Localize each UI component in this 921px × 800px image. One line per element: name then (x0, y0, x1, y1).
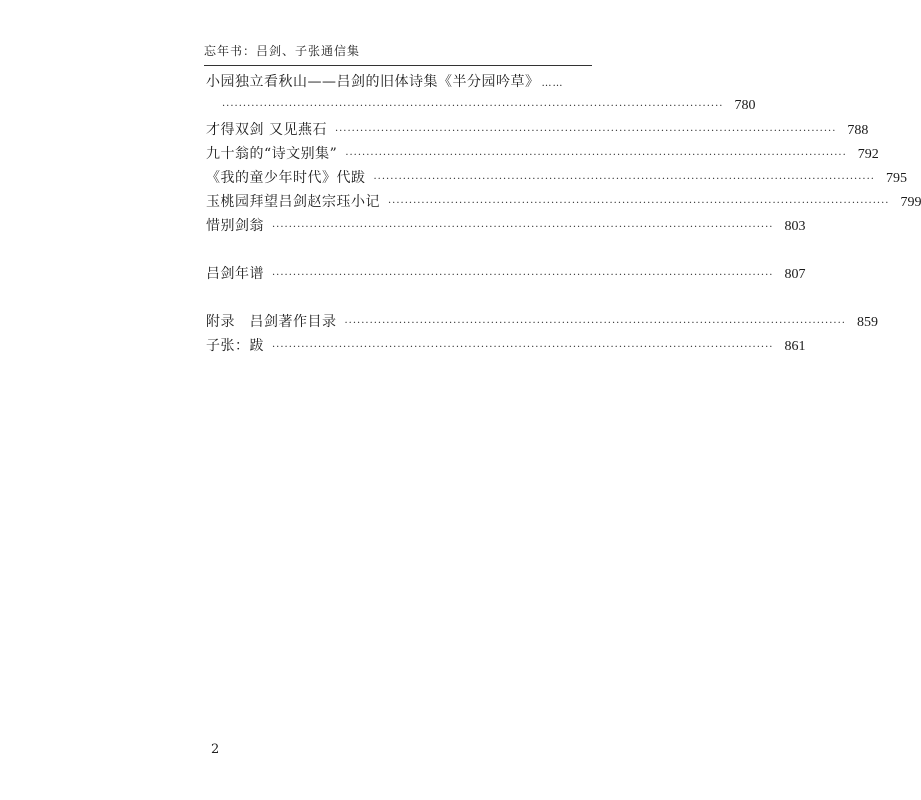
dot-leader: ························································································································ (222, 101, 724, 112)
toc-entry (206, 190, 921, 214)
table-of-contents (206, 70, 921, 358)
section-gap (206, 286, 592, 310)
toc-entry-title: 子张：跋 (206, 338, 264, 354)
page-number: 2 (211, 742, 220, 757)
toc-entry-title: 小园独立看秋山——吕剑的旧体诗集《半分园吟草》 (206, 74, 540, 90)
toc-entry (206, 70, 592, 94)
toc-entry-title: 吕剑年谱 (206, 266, 264, 282)
toc-entry-title: 九十翁的“诗文别集” (206, 146, 338, 162)
section-gap (206, 238, 592, 262)
dot-leader: ························································································································ (272, 270, 774, 281)
dot-leader: ························································································································ (344, 318, 846, 329)
toc-entry-page: 803 (784, 219, 806, 234)
toc-entry (206, 166, 907, 190)
toc-entry-title: 《我的童少年时代》代跋 (206, 170, 366, 186)
dot-leader: ························································································································ (373, 174, 875, 185)
toc-entry-page: 788 (847, 123, 869, 138)
dot-leader: ························································································································ (345, 150, 847, 161)
toc-entry-page: 861 (784, 339, 806, 354)
toc-entry (206, 214, 806, 238)
toc-entry-continuation (206, 94, 756, 118)
dot-leader: ························································································································ (334, 126, 837, 137)
header-rule (204, 65, 592, 66)
toc-entry (206, 118, 869, 142)
dot-leader: ························································································································ (272, 342, 774, 353)
toc-entry-page: 795 (885, 171, 907, 186)
toc-entry-page: 799 (900, 195, 921, 210)
toc-entry-title: 惜别剑翁 (206, 218, 264, 234)
running-header: 忘年书：吕剑、子张通信集 (204, 44, 361, 58)
toc-entry-page: 792 (857, 147, 879, 162)
dot-leader: ························································································································ (272, 222, 774, 233)
toc-entry-trailing-dots: …… (541, 78, 564, 89)
toc-entry-page: 780 (734, 98, 756, 113)
toc-entry-title: 玉桃园拜望吕剑赵宗珏小记 (206, 194, 380, 210)
toc-entry (206, 142, 879, 166)
toc-entry (206, 262, 806, 286)
dot-leader: ························································································································ (388, 198, 890, 209)
toc-entry (206, 310, 878, 334)
toc-entry-page: 807 (784, 267, 806, 282)
toc-entry-title: 附录 吕剑著作目录 (206, 314, 337, 330)
toc-entry-title: 才得双剑 又见燕石 (206, 122, 327, 138)
toc-entry (206, 334, 806, 358)
toc-entry-page: 859 (856, 315, 878, 330)
